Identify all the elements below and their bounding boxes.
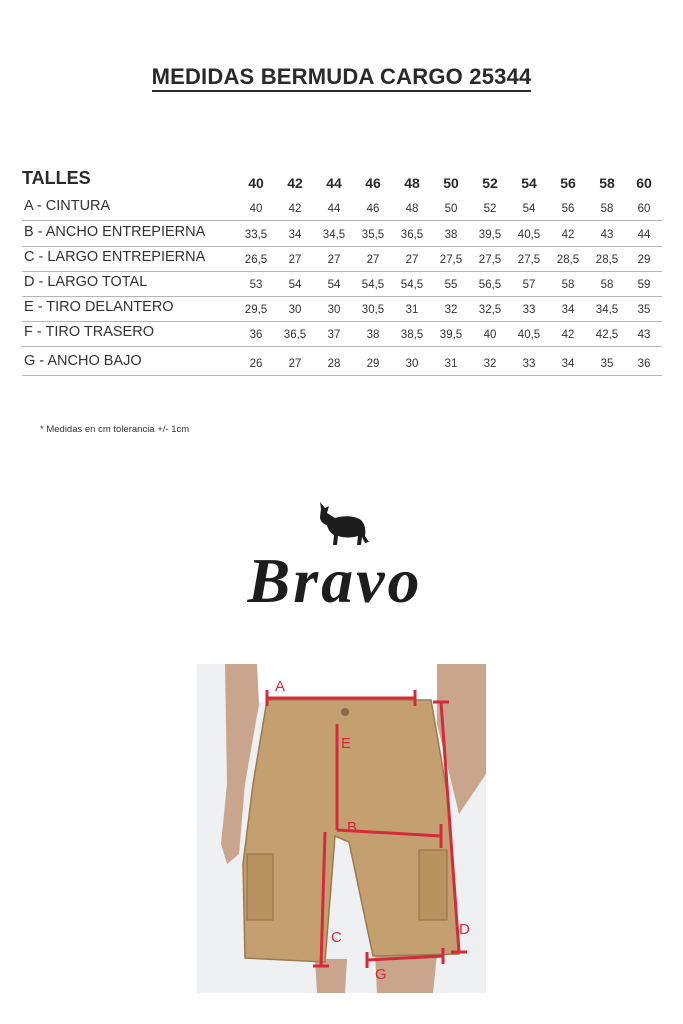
table-cell: 30,5: [361, 304, 385, 316]
table-cell: 44: [327, 203, 341, 215]
size-header-56: 56: [560, 175, 576, 191]
table-cell: 27: [366, 254, 380, 266]
table-cell: 57: [522, 279, 536, 291]
row-label: C - LARGO ENTREPIERNA: [24, 249, 206, 265]
table-cell: 43: [637, 329, 651, 341]
page-title: MEDIDAS BERMUDA CARGO 25344: [0, 64, 683, 90]
size-header-54: 54: [521, 175, 537, 191]
tolerance-note: * Medidas en cm tolerancia +/- 1cm: [40, 424, 190, 435]
table-cell: 42: [288, 203, 302, 215]
label-a: A: [275, 678, 286, 695]
table-cell: 33: [522, 358, 536, 370]
header-label: TALLES: [22, 168, 91, 188]
table-cell: 35: [600, 358, 614, 370]
table-cell: 56: [561, 203, 575, 215]
size-header-52: 52: [482, 175, 498, 191]
brand-wordmark: Bravo: [247, 545, 423, 616]
table-cell: 30: [327, 304, 341, 316]
table-cell: 54,5: [400, 279, 424, 291]
waist-button: [341, 708, 349, 716]
table-cell: 36: [637, 358, 651, 370]
size-header-42: 42: [287, 175, 303, 191]
label-e: E: [341, 735, 352, 752]
row-label: E - TIRO DELANTERO: [24, 299, 174, 315]
bravo-logo: [210, 498, 460, 618]
row-label: G - ANCHO BAJO: [24, 353, 142, 369]
table-cell: 59: [637, 279, 651, 291]
row-label: F - TIRO TRASERO: [24, 324, 154, 340]
label-c: C: [331, 929, 342, 946]
size-header-60: 60: [636, 175, 652, 191]
table-cell: 29,5: [244, 304, 268, 316]
table-cell: 36,5: [400, 229, 424, 241]
table-cell: 37: [327, 329, 341, 341]
size-header-46: 46: [365, 175, 381, 191]
size-header-58: 58: [599, 175, 615, 191]
table-cell: 48: [405, 203, 419, 215]
measurement-diagram: [197, 664, 486, 993]
table-cell: 40,5: [517, 329, 541, 341]
label-d: D: [459, 921, 470, 938]
table-cell: 35: [637, 304, 651, 316]
table-cell: 40,5: [517, 229, 541, 241]
table-cell: 53: [249, 279, 263, 291]
table-cell: 54: [327, 279, 341, 291]
table-cell: 42,5: [595, 329, 619, 341]
table-cell: 29: [366, 358, 380, 370]
table-row: [22, 297, 662, 322]
table-cell: 46: [366, 203, 380, 215]
table-cell: 39,5: [439, 329, 463, 341]
row-label: A - CINTURA: [24, 198, 111, 214]
table-cell: 50: [444, 203, 458, 215]
table-cell: 54: [522, 203, 536, 215]
table-cell: 34,5: [595, 304, 619, 316]
table-cell: 32: [483, 358, 497, 370]
table-cell: 30: [405, 358, 419, 370]
table-cell: 58: [561, 279, 575, 291]
table-row: [22, 222, 662, 247]
table-cell: 38,5: [400, 329, 424, 341]
table-cell: 31: [444, 358, 458, 370]
size-table: [22, 168, 662, 370]
table-cell: 42: [561, 229, 575, 241]
table-cell: 33,5: [244, 229, 268, 241]
table-cell: 31: [405, 304, 419, 316]
table-cell: 27: [327, 254, 341, 266]
table-cell: 28,5: [595, 254, 619, 266]
table-cell: 54,5: [361, 279, 385, 291]
table-row: [22, 322, 662, 347]
size-table-header: [22, 168, 662, 194]
table-cell: 35,5: [361, 229, 385, 241]
table-cell: 36: [249, 329, 263, 341]
bulldog-icon: [320, 502, 369, 545]
size-header-50: 50: [443, 175, 459, 191]
table-cell: 27,5: [478, 254, 502, 266]
table-cell: 38: [366, 329, 380, 341]
table-cell: 58: [600, 279, 614, 291]
left-cargo-pocket: [247, 854, 273, 920]
table-cell: 30: [288, 304, 302, 316]
table-cell: 29: [637, 254, 651, 266]
table-cell: 42: [561, 329, 575, 341]
table-cell: 27: [288, 254, 302, 266]
row-label: B - ANCHO ENTREPIERNA: [24, 224, 206, 240]
size-header-48: 48: [404, 175, 420, 191]
table-cell: 34,5: [322, 229, 346, 241]
table-row: [22, 196, 662, 221]
table-cell: 26: [249, 358, 263, 370]
table-cell: 40: [249, 203, 263, 215]
size-header-44: 44: [326, 175, 342, 191]
table-cell: 36,5: [283, 329, 307, 341]
table-cell: 44: [637, 229, 651, 241]
row-label: D - LARGO TOTAL: [24, 274, 148, 290]
label-b: B: [347, 819, 358, 836]
table-cell: 39,5: [478, 229, 502, 241]
size-header-40: 40: [248, 175, 264, 191]
table-cell: 56,5: [478, 279, 502, 291]
table-cell: 55: [444, 279, 458, 291]
table-cell: 27: [288, 358, 302, 370]
right-cargo-pocket: [419, 850, 447, 920]
table-cell: 34: [288, 229, 302, 241]
table-cell: 32: [444, 304, 458, 316]
table-cell: 27: [405, 254, 419, 266]
table-cell: 27,5: [517, 254, 541, 266]
table-cell: 43: [600, 229, 614, 241]
table-cell: 33: [522, 304, 536, 316]
label-g: G: [375, 966, 387, 983]
table-cell: 28,5: [556, 254, 580, 266]
table-cell: 26,5: [244, 254, 268, 266]
table-cell: 60: [637, 203, 651, 215]
table-cell: 27,5: [439, 254, 463, 266]
table-cell: 58: [600, 203, 614, 215]
table-row: [22, 247, 662, 272]
table-cell: 40: [483, 329, 497, 341]
table-cell: 28: [327, 358, 341, 370]
table-cell: 34: [561, 358, 575, 370]
table-cell: 52: [483, 203, 497, 215]
table-cell: 38: [444, 229, 458, 241]
table-cell: 34: [561, 304, 575, 316]
table-cell: 32,5: [478, 304, 502, 316]
table-cell: 54: [288, 279, 302, 291]
table-row: [22, 272, 662, 297]
table-row: [22, 351, 662, 376]
